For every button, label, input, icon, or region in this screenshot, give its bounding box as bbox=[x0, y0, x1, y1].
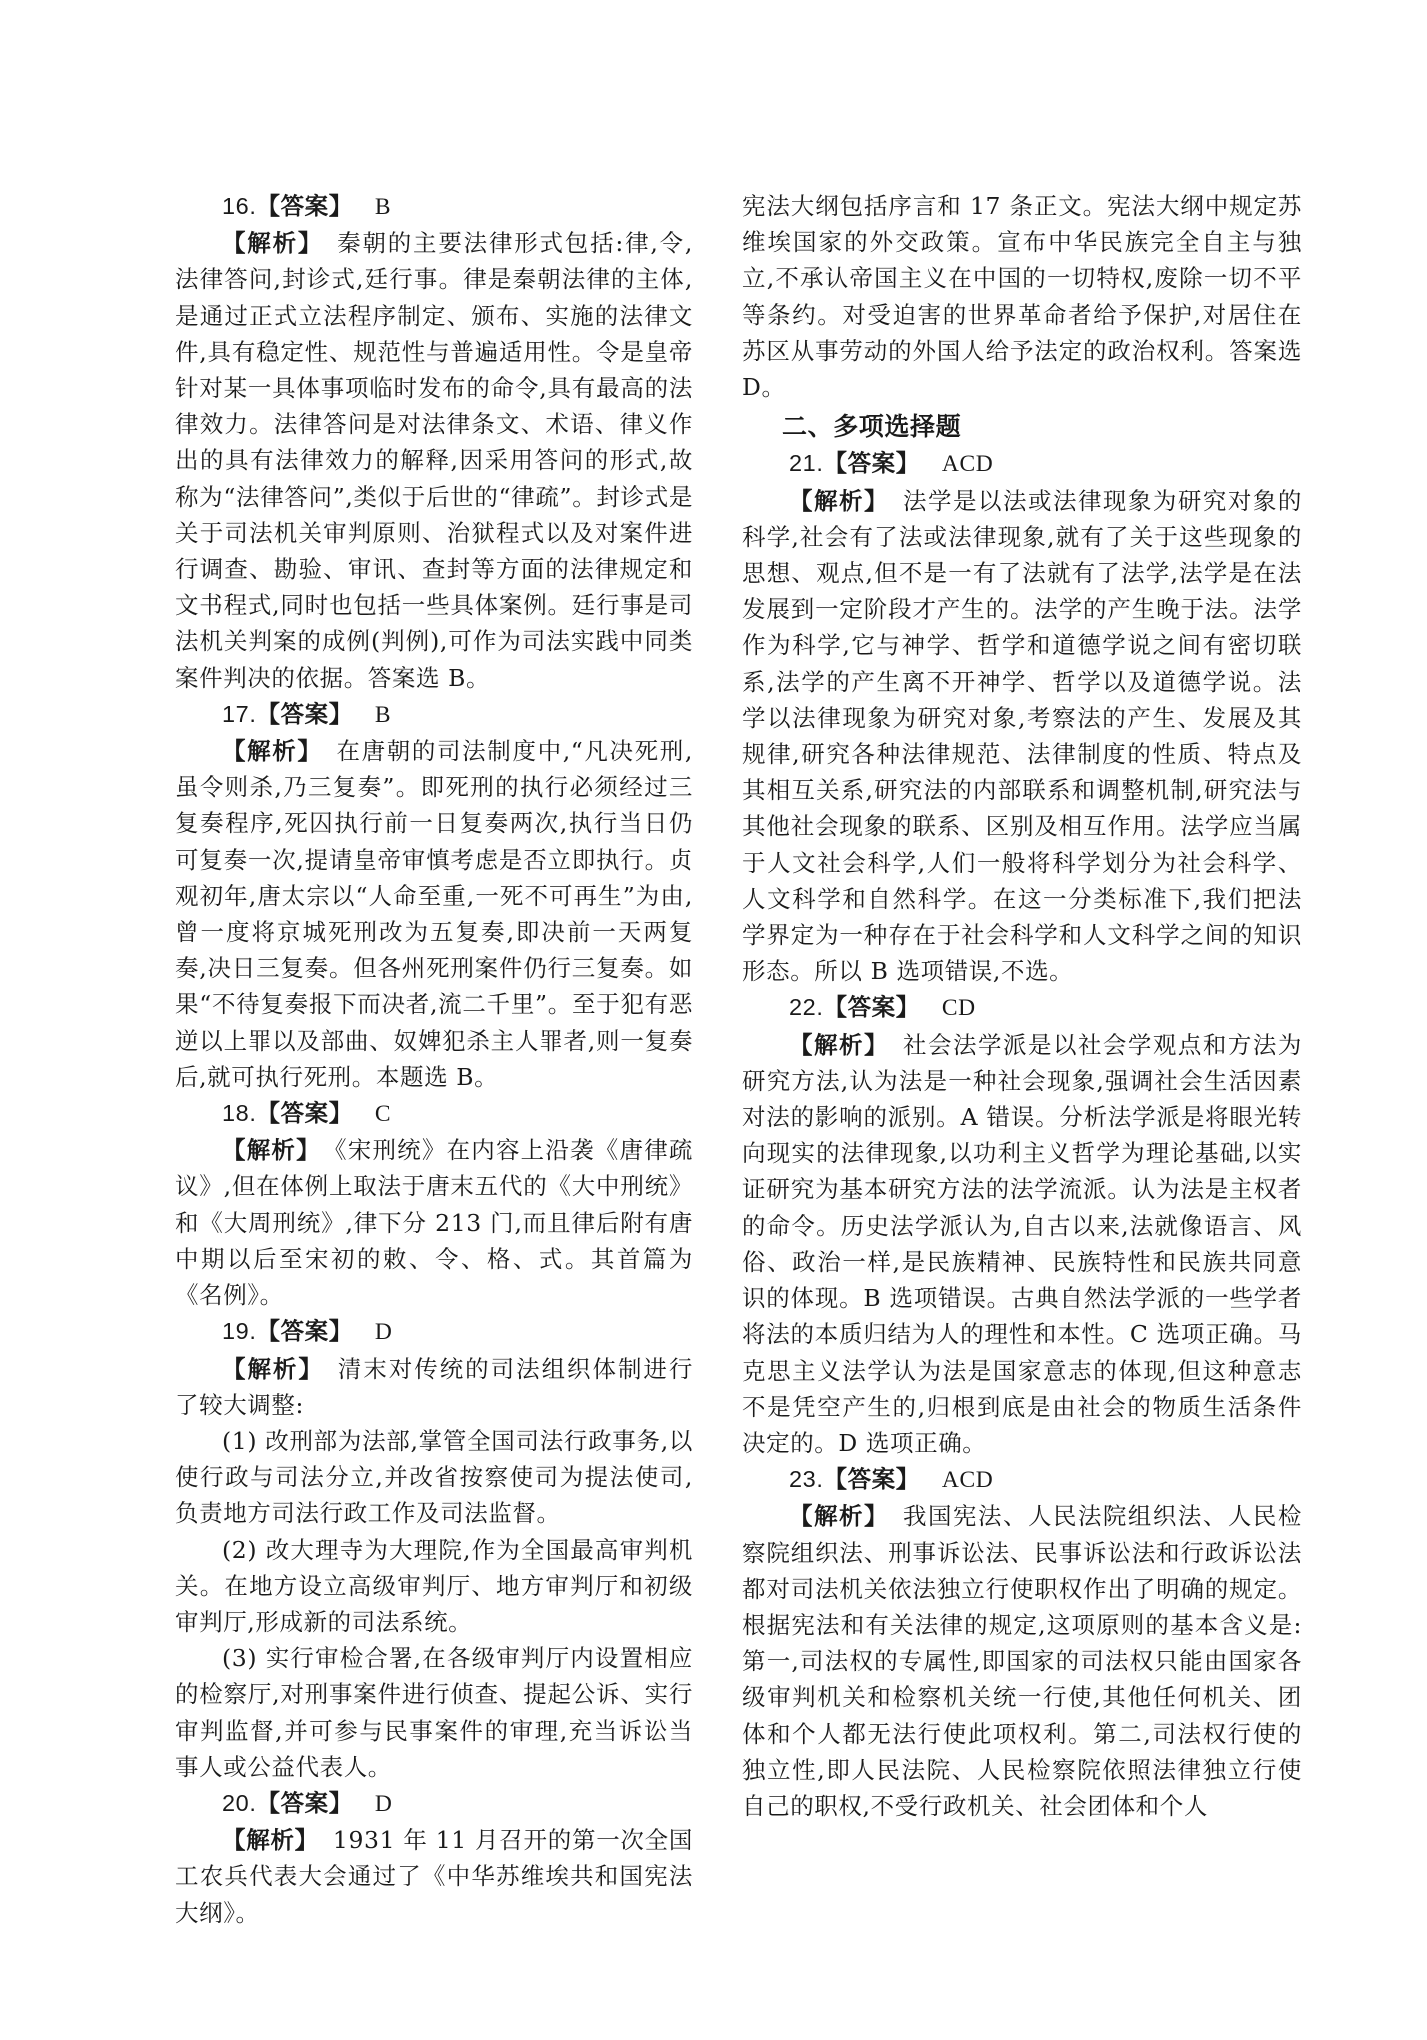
answer-value: CD bbox=[941, 995, 976, 1022]
analysis-label: 【解析】 bbox=[222, 229, 324, 258]
question-number: 22. bbox=[789, 994, 824, 1021]
right-column bbox=[742, 188, 1302, 1824]
analysis-label: 【解析】 bbox=[222, 1826, 319, 1855]
answer-line-21 bbox=[742, 445, 1302, 482]
analysis-text: 社会法学派是以社会学观点和方法为研究方法,认为法是一种社会现象,强调社会生活因素对法的影响的派别。A 错误。分析法学派是将眼光转向现实的法律现象,以功利主义哲学为理论基础,以实证研究为基本研究方法的法学流派。认为法是主权者的命令。历史法学派认为,自古以来,法就像语言、风俗、政治一样,是民族精神、民族特性和民族共同意识的体现。B 选项错误。古典自然法学派的一些学者将法的本质归结为人的理性和本性。C 选项正确。马克思主义法学认为法是国家意志的体现,但这种意志不是凭空产生的,归根到底是由社会的物质生活条件决定的。D 选项正确。 bbox=[742, 1030, 1302, 1457]
analysis-17 bbox=[175, 733, 693, 1095]
answer-value: C bbox=[374, 1101, 392, 1128]
analysis-label: 【解析】 bbox=[789, 486, 889, 515]
analysis-label: 【解析】 bbox=[789, 1502, 889, 1531]
analysis-text: 清末对传统的司法组织体制进行了较大调整: bbox=[175, 1354, 693, 1419]
answer-line-18 bbox=[175, 1095, 693, 1132]
answer-value: B bbox=[374, 194, 392, 220]
answer-label: 【答案】 bbox=[256, 1788, 353, 1817]
analysis-label: 【解析】 bbox=[222, 1136, 321, 1165]
question-number: 16. bbox=[222, 193, 257, 219]
left-column bbox=[175, 188, 693, 1931]
question-number: 17. bbox=[222, 700, 257, 727]
analysis-19-item-1: (1) 改刑部为法部,掌管全国司法行政事务,以使行政与司法分立,并改省按察使司为提法使司,负责地方司法行政工作及司法监督。 bbox=[175, 1426, 693, 1528]
analysis-text: 我国宪法、人民法院组织法、人民检察院组织法、刑事诉讼法、民事诉讼法和行政诉讼法都对司法机关依法独立行使职权作出了明确的规定。根据宪法和有关法律的规定,这项原则的基本含义是:第一,司法权的专属性,即国家的司法权只能由国家各级审判机关和检察机关统一行使,其他任何机关、团体和个人都无法行使此项权利。第二,司法权行使的独立性,即人民法院、人民检察院依照法律独立行使自己的职权,不受行政机关、社会团体和个人 bbox=[742, 1502, 1302, 1820]
answer-label: 【答案】 bbox=[823, 1465, 920, 1494]
answer-line-22 bbox=[742, 989, 1302, 1026]
analysis-21 bbox=[742, 483, 1302, 990]
section-title: 二、多项选择题 bbox=[782, 412, 962, 442]
analysis-label: 【解析】 bbox=[222, 1354, 324, 1383]
analysis-text: 在唐朝的司法制度中,“凡决死刑,虽令则杀,乃三复奏”。即死刑的执行必须经过三复奏程序,死囚执行前一日复奏两次,执行当日仍可复奏一次,提请皇帝审慎考虑是否立即执行。贞观初年,唐太宗以“人命至重,一死不可再生”为由,曾一度将京城死刑改为五复奏,即决前一天两复奏,决日三复奏。但各州死刑案件仍行三复奏。如果“不待复奏报下而决者,流二千里”。至于犯有恶逆以上罪以及部曲、奴婢犯杀主人罪者,则一复奏后,就可执行死刑。本题选 B。 bbox=[175, 737, 693, 1091]
answer-value: D bbox=[374, 1790, 393, 1817]
answer-value: B bbox=[374, 701, 392, 728]
answer-line-16 bbox=[175, 188, 693, 225]
analysis-text: 1931 年 11 月召开的第一次全国工农兵代表大会通过了《中华苏维埃共和国宪法大纲》。 bbox=[175, 1826, 693, 1927]
answer-label: 【答案】 bbox=[256, 699, 353, 728]
analysis-label: 【解析】 bbox=[222, 737, 323, 766]
answer-label: 【答案】 bbox=[256, 1317, 353, 1346]
answer-value: D bbox=[374, 1319, 393, 1346]
question-number: 21. bbox=[789, 450, 824, 477]
answer-value: ACD bbox=[941, 1467, 994, 1494]
analysis-19-item-2: (2) 改大理寺为大理院,作为全国最高审判机关。在地方设立高级审判厅、地方审判厅和初级审判厅,形成新的司法系统。 bbox=[175, 1535, 693, 1636]
answer-line-23 bbox=[742, 1461, 1302, 1498]
question-number: 20. bbox=[222, 1789, 257, 1816]
analysis-19 bbox=[175, 1351, 693, 1423]
answer-value: ACD bbox=[941, 451, 994, 478]
analysis-text: 秦朝的主要法律形式包括:律,令,法律答问,封诊式,廷行事。律是秦朝法律的主体,是通过正式立法程序制定、颁布、实施的法律文件,具有稳定性、规范性与普遍适用性。令是皇帝针对某一具体事项临时发布的命令,具有最高的法律效力。法律答问是对法律条文、术语、律义作出的具有法律效力的解释,因采用答问的形式,故称为“法律答问”,类似于后世的“律疏”。封诊式是关于司法机关审判原则、治狱程式以及对案件进行调查、勘验、审讯、查封等方面的法律规定和文书程式,同时也包括一些具体案例。廷行事是司法机关判案的成例(判例),可作为司法实践中同类案件判决的依据。答案选 B。 bbox=[175, 229, 693, 692]
analysis-text: 《宋刑统》在内容上沿袭《唐律疏议》,但在体例上取法于唐末五代的《大中刑统》和《大周刑统》,律下分 213 门,而且律后附有唐中期以后至宋初的敕、令、格、式。其首篇为《名例》。 bbox=[175, 1136, 693, 1310]
question-number: 23. bbox=[789, 1466, 824, 1493]
analysis-20 bbox=[175, 1822, 693, 1931]
answer-label: 【答案】 bbox=[256, 1099, 353, 1128]
analysis-18 bbox=[175, 1132, 693, 1313]
analysis-20-continued: 宪法大纲包括序言和 17 条正文。宪法大纲中规定苏维埃国家的外交政策。宣布中华民族完全自主与独立,不承认帝国主义在中国的一切特权,废除一切不平等条约。对受迫害的世界革命者给予保护,对居住在苏区从事劳动的外国人给予法定的政治权利。答案选 D。 bbox=[742, 192, 1302, 402]
question-number: 19. bbox=[222, 1318, 257, 1345]
answer-label: 【答案】 bbox=[823, 993, 920, 1022]
answer-line-20 bbox=[175, 1785, 693, 1822]
answer-line-19 bbox=[175, 1313, 693, 1350]
answer-label: 【答案】 bbox=[256, 192, 353, 220]
answer-label: 【答案】 bbox=[823, 449, 920, 478]
analysis-16 bbox=[175, 225, 693, 696]
analysis-22 bbox=[742, 1027, 1302, 1461]
question-number: 18. bbox=[222, 1100, 257, 1127]
analysis-23 bbox=[742, 1498, 1302, 1824]
analysis-19-item-3: (3) 实行审检合署,在各级审判厅内设置相应的检察厅,对刑事案件进行侦查、提起公诉、实行审判监督,并可参与民事案件的审理,充当诉讼当事人或公益代表人。 bbox=[175, 1644, 693, 1781]
analysis-text: 法学是以法或法律现象为研究对象的科学,社会有了法或法律现象,就有了关于这些现象的思想、观点,但不是一有了法就有了法学,法学是在法发展到一定阶段才产生的。法学的产生晚于法。法学作为科学,它与神学、哲学和道德学说之间有密切联系,法学的产生离不开神学、哲学以及道德学说。法学以法律现象为研究对象,考察法的产生、发展及其规律,研究各种法律规范、法律制度的性质、特点及其相互关系,研究法的内部联系和调整机制,研究法与其他社会现象的联系、区别及相互作用。法学应当属于人文社会科学,人们一般将科学划分为社会科学、人文科学和自然科学。在这一分类标准下,我们把法学界定为一种存在于社会科学和人文科学之间的知识形态。所以 B 选项错误,不选。 bbox=[742, 486, 1302, 986]
answer-line-17 bbox=[175, 696, 693, 733]
analysis-label: 【解析】 bbox=[789, 1030, 889, 1059]
